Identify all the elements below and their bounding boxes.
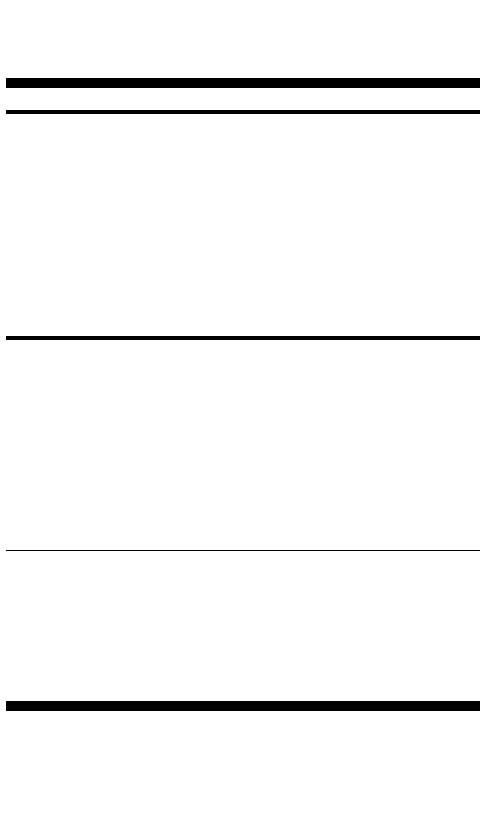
column-header	[6, 91, 480, 114]
bottom-thick-divider	[6, 701, 480, 711]
panel-title	[0, 0, 486, 40]
thick-divider	[6, 78, 480, 88]
blend-divider	[6, 550, 480, 551]
medium-divider	[6, 336, 480, 340]
blend-row	[6, 360, 480, 374]
